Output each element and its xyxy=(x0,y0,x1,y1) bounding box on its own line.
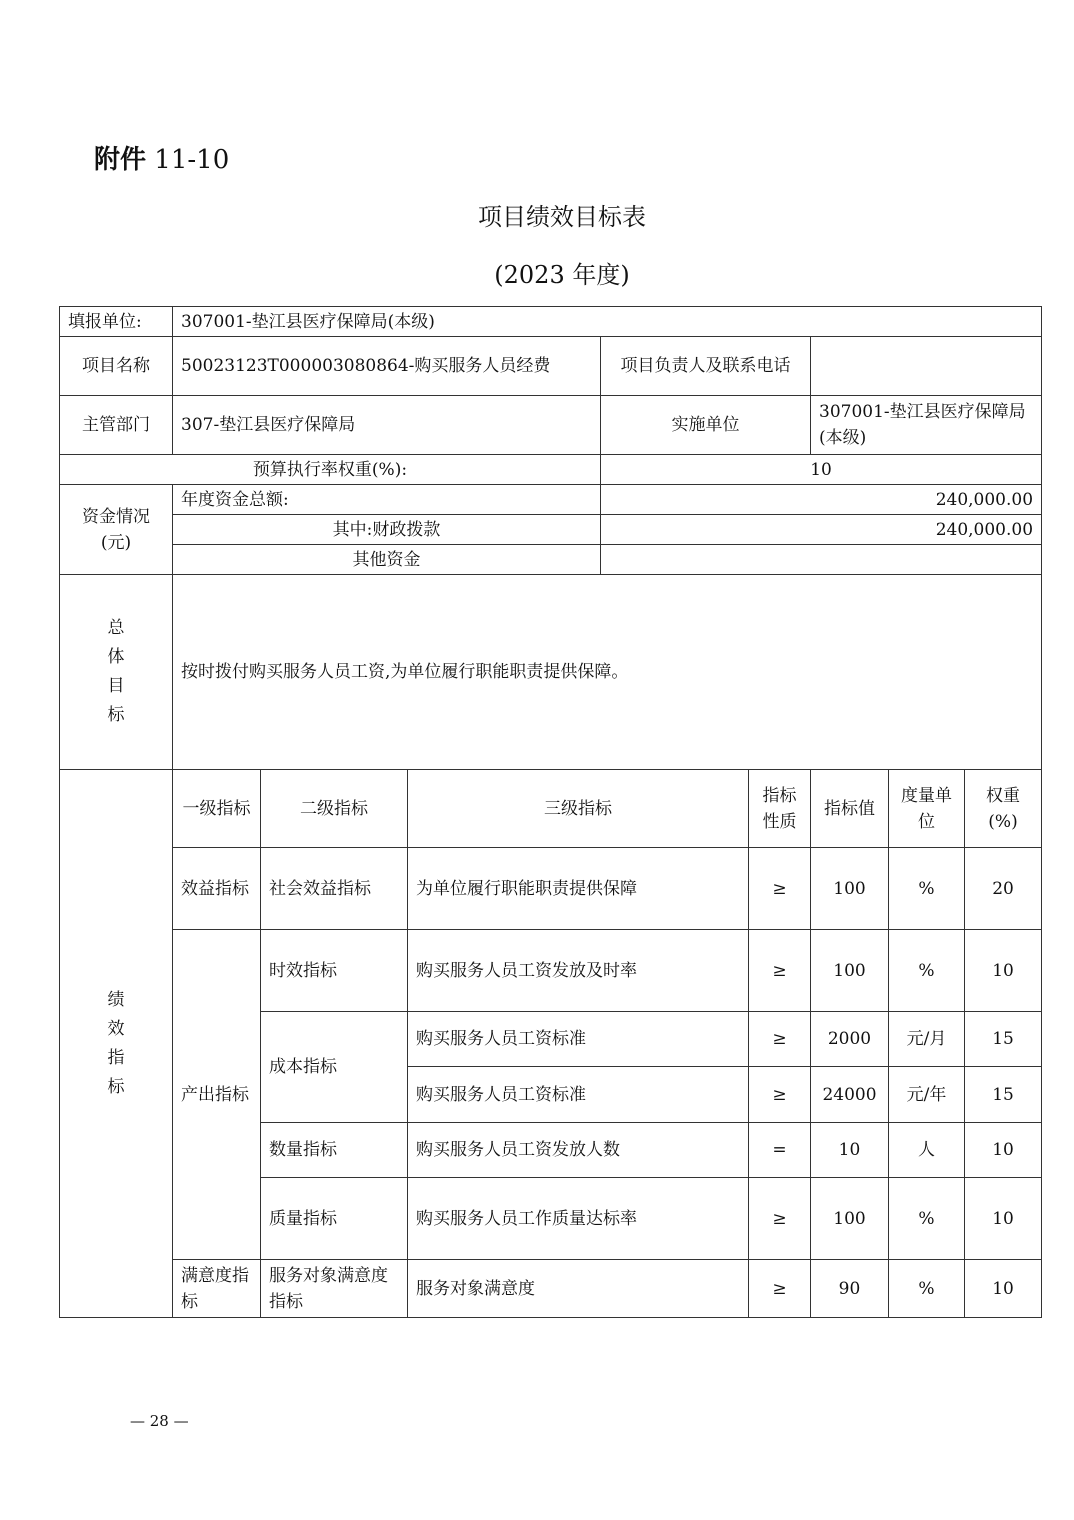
indicator-unit: % xyxy=(889,848,965,930)
project-name-label: 项目名称 xyxy=(60,337,173,396)
dept-label: 主管部门 xyxy=(60,396,173,455)
indicator-nature: ≥ xyxy=(749,1260,811,1318)
indicator-unit: % xyxy=(889,1260,965,1318)
indicator-weight: 10 xyxy=(965,930,1042,1012)
indicators-label xyxy=(60,770,173,1318)
attachment-number: 11-10 xyxy=(154,145,230,175)
indicator-name: 服务对象满意度 xyxy=(408,1260,749,1318)
funds-fiscal-value: 240,000.00 xyxy=(601,515,1042,545)
impl-label: 实施单位 xyxy=(601,396,811,455)
indicator-name: 为单位履行职能职责提供保障 xyxy=(408,848,749,930)
funds-fiscal-label: 其中:财政拨款 xyxy=(173,515,601,545)
budget-weight-value: 10 xyxy=(601,455,1042,485)
indicator-weight: 15 xyxy=(965,1012,1042,1067)
funds-total-value: 240,000.00 xyxy=(601,485,1042,515)
project-name-value: 50023123T000003080864-购买服务人员经费 xyxy=(173,337,601,396)
header-level3: 三级指标 xyxy=(408,770,749,848)
indicator-name: 购买服务人员工资标准 xyxy=(408,1067,749,1123)
funds-total-label: 年度资金总额: xyxy=(173,485,601,515)
sub-cost: 成本指标 xyxy=(261,1012,408,1123)
indicator-name: 购买服务人员工资发放及时率 xyxy=(408,930,749,1012)
indicator-weight: 10 xyxy=(965,1178,1042,1260)
indicator-value: 24000 xyxy=(811,1067,889,1123)
indicator-unit: % xyxy=(889,930,965,1012)
dept-value: 307-垫江县医疗保障局 xyxy=(173,396,601,455)
group-output: 产出指标 xyxy=(173,930,261,1260)
contact-value xyxy=(811,337,1042,396)
sub-social: 社会效益指标 xyxy=(261,848,408,930)
indicator-nature: ≥ xyxy=(749,930,811,1012)
header-unit: 度量单位 xyxy=(889,770,965,848)
sub-service: 服务对象满意度指标 xyxy=(261,1260,408,1318)
page-title: 项目绩效目标表 xyxy=(478,203,646,231)
impl-value: 307001-垫江县医疗保障局(本级) xyxy=(811,396,1042,455)
performance-target-table xyxy=(59,306,1042,1318)
budget-weight-label: 预算执行率权重(%): xyxy=(60,455,601,485)
attachment-word: 附件 xyxy=(94,145,147,175)
header-value: 指标值 xyxy=(811,770,889,848)
indicator-weight: 20 xyxy=(965,848,1042,930)
indicator-weight: 10 xyxy=(965,1123,1042,1178)
sub-quality: 质量指标 xyxy=(261,1178,408,1260)
indicator-unit: 元/年 xyxy=(889,1067,965,1123)
unit-value: 307001-垫江县医疗保障局(本级) xyxy=(173,307,1042,337)
unit-label: 填报单位: xyxy=(60,307,173,337)
group-benefit: 效益指标 xyxy=(173,848,261,930)
indicator-nature: ≥ xyxy=(749,1067,811,1123)
indicator-value: 2000 xyxy=(811,1012,889,1067)
sub-quantity: 数量指标 xyxy=(261,1123,408,1178)
goal-label-text: 总体目标 xyxy=(107,618,125,725)
goal-label xyxy=(60,575,173,770)
year-subtitle: (2023 年度) xyxy=(494,261,630,289)
indicator-value: 10 xyxy=(811,1123,889,1178)
indicators-label-text: 绩效指标 xyxy=(107,989,125,1097)
indicator-name: 购买服务人员工资发放人数 xyxy=(408,1123,749,1178)
indicator-weight: 10 xyxy=(965,1260,1042,1318)
contact-label: 项目负责人及联系电话 xyxy=(601,337,811,396)
header-nature: 指标性质 xyxy=(749,770,811,848)
sub-timeliness: 时效指标 xyxy=(261,930,408,1012)
indicator-name: 购买服务人员工作质量达标率 xyxy=(408,1178,749,1260)
indicator-weight: 15 xyxy=(965,1067,1042,1123)
indicator-unit: 人 xyxy=(889,1123,965,1178)
funds-label: 资金情况(元) xyxy=(60,485,173,575)
indicator-unit: % xyxy=(889,1178,965,1260)
indicator-value: 100 xyxy=(811,1178,889,1260)
header-weight: 权重(%) xyxy=(965,770,1042,848)
indicator-nature: ≥ xyxy=(749,1178,811,1260)
indicator-unit: 元/月 xyxy=(889,1012,965,1067)
attachment-label xyxy=(94,142,229,178)
indicator-nature: ≥ xyxy=(749,1012,811,1067)
page-number: — 28 — xyxy=(130,1412,189,1430)
funds-other-value xyxy=(601,545,1042,575)
header-level2: 二级指标 xyxy=(261,770,408,848)
indicator-name: 购买服务人员工资标准 xyxy=(408,1012,749,1067)
group-satisfaction: 满意度指标 xyxy=(173,1260,261,1318)
goal-text: 按时拨付购买服务人员工资,为单位履行职能职责提供保障。 xyxy=(173,575,1042,770)
indicator-value: 100 xyxy=(811,930,889,1012)
indicator-value: 100 xyxy=(811,848,889,930)
funds-other-label: 其他资金 xyxy=(173,545,601,575)
indicator-nature: = xyxy=(749,1123,811,1178)
indicator-value: 90 xyxy=(811,1260,889,1318)
indicator-nature: ≥ xyxy=(749,848,811,930)
header-level1: 一级指标 xyxy=(173,770,261,848)
